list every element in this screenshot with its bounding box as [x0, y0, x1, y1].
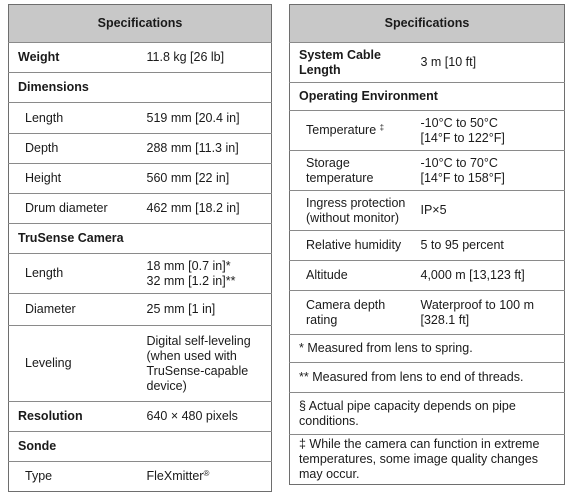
cam-diameter-row — [9, 294, 272, 326]
cam-leveling-value: Digital self-leveling (when used with TruSense-capable device) — [139, 326, 272, 402]
humidity-label: Relative humidity — [290, 231, 413, 261]
dim-drum-row — [9, 194, 272, 224]
resolution-label: Resolution — [9, 402, 139, 432]
left-spec-table — [8, 4, 272, 492]
sonde-title: Sonde — [9, 432, 272, 462]
altitude-value: 4,000 m [13,123 ft] — [413, 261, 565, 291]
registered-mark: ® — [203, 469, 210, 478]
cam-leveling-label: Leveling — [9, 326, 139, 402]
sonde-type-row — [9, 462, 272, 492]
note-row — [290, 393, 565, 435]
humidity-value: 5 to 95 percent — [413, 231, 565, 261]
note-row — [290, 435, 565, 485]
dim-height-value: 560 mm [22 in] — [139, 164, 272, 194]
temp-row — [290, 111, 565, 151]
storage-value-1: -10°C to 70°C — [420, 155, 498, 170]
temp-value — [413, 111, 565, 151]
note-lens-spring: * Measured from lens to spring. — [290, 335, 565, 363]
sonde-row — [9, 432, 272, 462]
cam-length-row — [9, 254, 272, 294]
sonde-type-label: Type — [9, 462, 139, 492]
right-spec-table — [289, 4, 565, 485]
sonde-type-text: FleXmitter — [146, 469, 204, 483]
altitude-label: Altitude — [290, 261, 413, 291]
ingress-value: IP×5 — [413, 191, 565, 231]
weight-row — [9, 43, 272, 73]
environment-row — [290, 83, 565, 111]
cam-length-value — [139, 254, 272, 294]
temp-label — [290, 111, 413, 151]
note-row — [290, 363, 565, 393]
note-row — [290, 335, 565, 363]
cam-length-value-2: 32 mm [1.2 in]** — [146, 273, 236, 288]
humidity-row — [290, 231, 565, 261]
storage-value — [413, 151, 565, 191]
dim-depth-row — [9, 134, 272, 164]
ingress-label: Ingress protection (without monitor) — [290, 191, 413, 231]
ingress-row — [290, 191, 565, 231]
dim-length-row — [9, 103, 272, 134]
right-header: Specifications — [290, 5, 565, 43]
dim-length-label: Length — [9, 103, 139, 134]
temp-value-2: [14°F to 122°F] — [420, 130, 505, 145]
altitude-row — [290, 261, 565, 291]
note-extreme-temps: ‡ While the camera can function in extreme temperatures, some image quality changes may occur. — [290, 435, 565, 485]
left-header-row — [9, 5, 272, 43]
dim-height-row — [9, 164, 272, 194]
dim-height-label: Height — [9, 164, 139, 194]
note-pipe-capacity: § Actual pipe capacity depends on pipe conditions. — [290, 393, 565, 435]
cable-label: System Cable Length — [290, 43, 413, 83]
environment-title: Operating Environment — [290, 83, 565, 111]
cam-diameter-value: 25 mm [1 in] — [139, 294, 272, 326]
camera-title: TruSense Camera — [9, 224, 272, 254]
sonde-type-value — [139, 462, 272, 492]
storage-label: Storage temperature — [290, 151, 413, 191]
left-header: Specifications — [9, 5, 272, 43]
storage-value-2: [14°F to 158°F] — [420, 170, 505, 185]
dim-depth-label: Depth — [9, 134, 139, 164]
dimensions-title: Dimensions — [9, 73, 272, 103]
cable-value: 3 m [10 ft] — [413, 43, 565, 83]
depth-row — [290, 291, 565, 335]
dim-drum-value: 462 mm [18.2 in] — [139, 194, 272, 224]
dim-length-value: 519 mm [20.4 in] — [139, 103, 272, 134]
resolution-value: 640 × 480 pixels — [139, 402, 272, 432]
cable-row — [290, 43, 565, 83]
note-lens-threads: ** Measured from lens to end of threads. — [290, 363, 565, 393]
storage-row — [290, 151, 565, 191]
right-header-row — [290, 5, 565, 43]
camera-row — [9, 224, 272, 254]
double-dagger-mark: ‡ — [379, 123, 385, 132]
dim-depth-value: 288 mm [11.3 in] — [139, 134, 272, 164]
dimensions-row — [9, 73, 272, 103]
depth-value: Waterproof to 100 m [328.1 ft] — [413, 291, 565, 335]
weight-value: 11.8 kg [26 lb] — [139, 43, 272, 73]
weight-label: Weight — [9, 43, 139, 73]
temp-value-1: -10°C to 50°C — [420, 115, 498, 130]
cam-length-label: Length — [9, 254, 139, 294]
depth-label: Camera depth rating — [290, 291, 413, 335]
dim-drum-label: Drum diameter — [9, 194, 139, 224]
cam-diameter-label: Diameter — [9, 294, 139, 326]
temp-label-text: Temperature — [306, 123, 377, 137]
cam-length-value-1: 18 mm [0.7 in]* — [146, 258, 231, 273]
resolution-row — [9, 402, 272, 432]
cam-leveling-row — [9, 326, 272, 402]
